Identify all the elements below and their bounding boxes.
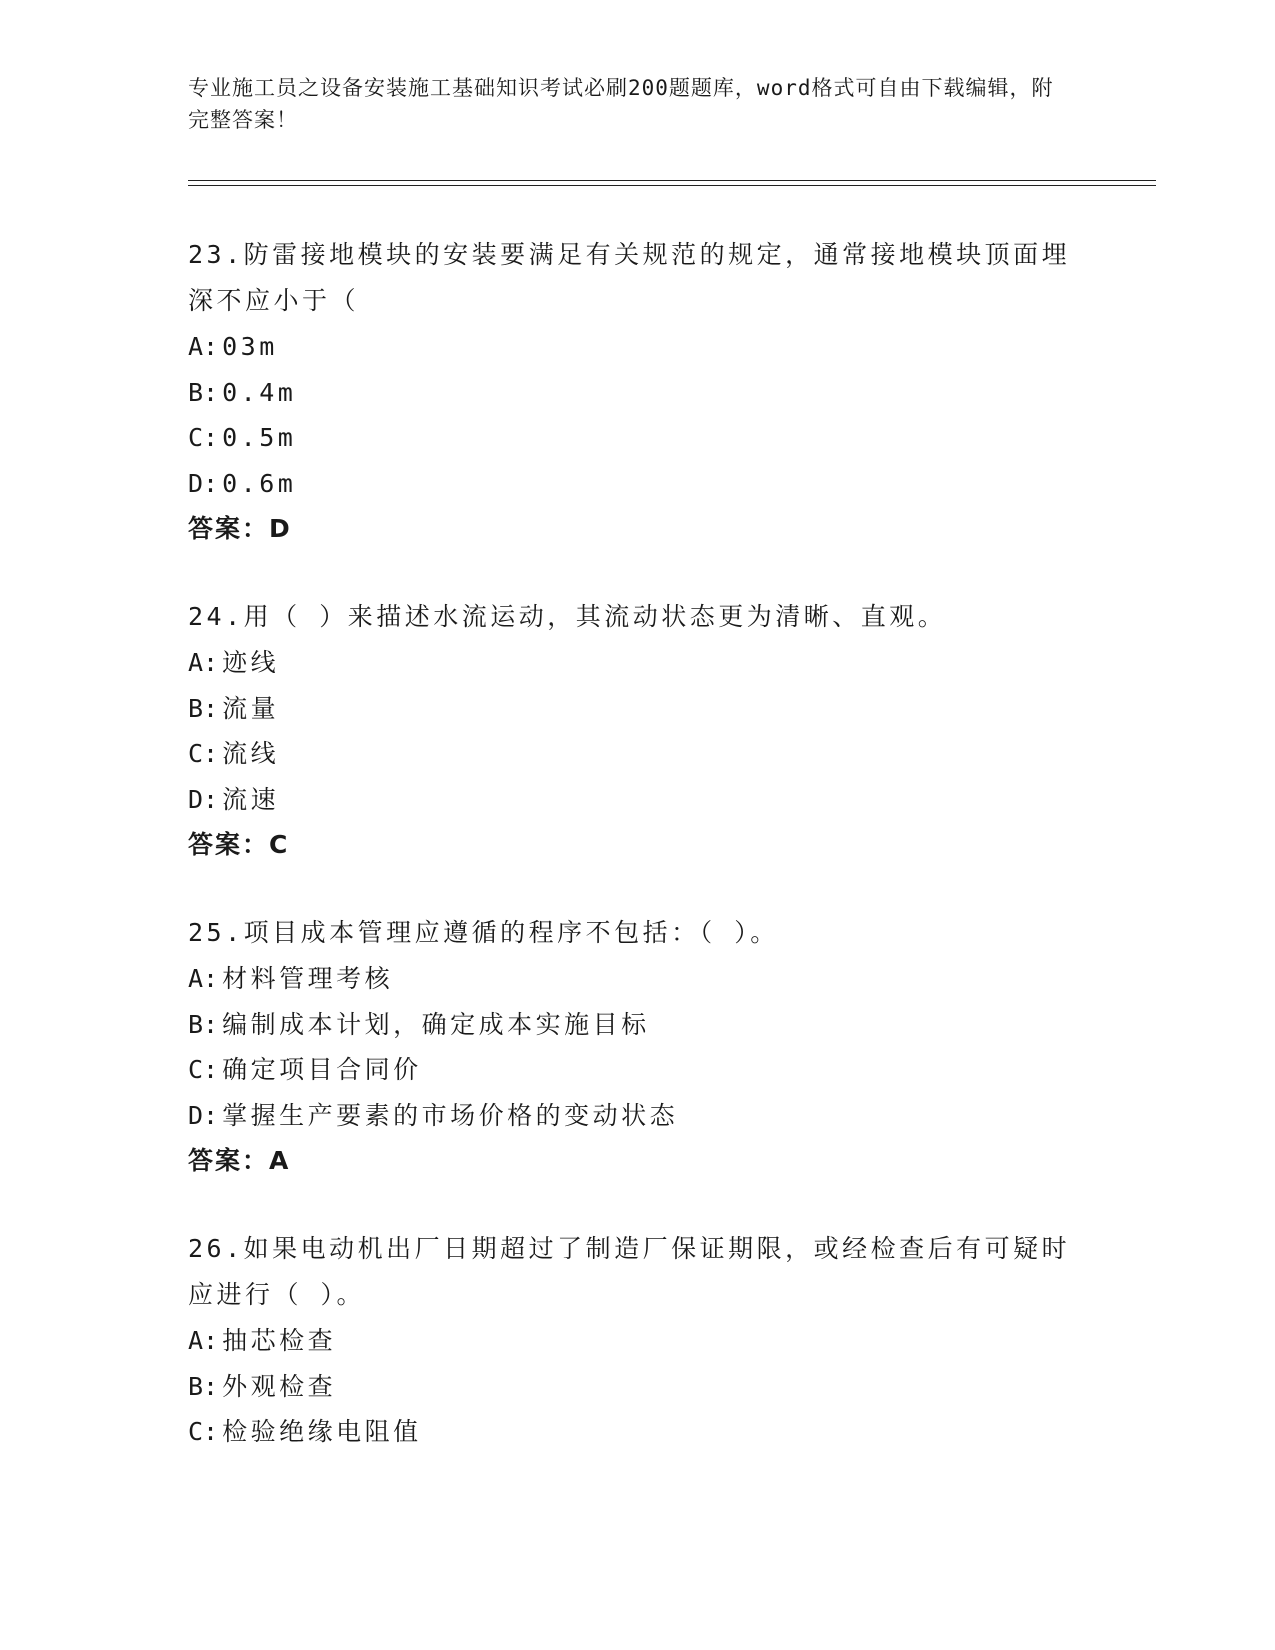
option-text: 流线 <box>222 739 280 768</box>
question-25 <box>188 910 1088 1184</box>
question-stem: 26.如果电动机出厂日期超过了制造厂保证期限，或经检查后有可疑时应进行（ ）。 <box>188 1234 1071 1309</box>
option-b <box>188 370 1088 416</box>
option-text: 检验绝缘电阻值 <box>222 1417 422 1446</box>
option-a <box>188 1318 1088 1364</box>
option-d <box>188 461 1088 507</box>
answer-line: 答案：C <box>188 830 290 859</box>
option-text: 0.4m <box>222 377 297 407</box>
option-d <box>188 1093 1088 1139</box>
option-label: C: <box>188 1055 219 1084</box>
option-a <box>188 956 1088 1002</box>
question-26 <box>188 1226 1088 1455</box>
option-label: B: <box>188 1371 219 1401</box>
option-text: 掌握生产要素的市场价格的变动状态 <box>222 1100 679 1130</box>
option-label: A: <box>188 964 219 993</box>
option-a <box>188 640 1088 686</box>
option-label: A: <box>188 332 219 361</box>
option-c <box>188 731 1088 777</box>
option-text: 抽芯检查 <box>222 1326 337 1355</box>
option-text: 迹线 <box>222 648 280 677</box>
option-text: 流速 <box>222 784 280 814</box>
question-stem: 24.用（ ）来描述水流运动，其流动状态更为清晰、直观。 <box>188 602 947 631</box>
header-divider <box>188 180 1156 181</box>
question-stem: 23.防雷接地模块的安装要满足有关规范的规定，通常接地模块顶面埋深不应小于（ <box>188 240 1071 315</box>
option-b <box>188 1364 1088 1410</box>
question-list <box>188 232 1088 1497</box>
option-label: A: <box>188 1326 219 1355</box>
option-c <box>188 415 1088 461</box>
option-c <box>188 1409 1088 1455</box>
option-label: D: <box>188 468 219 498</box>
option-text: 确定项目合同价 <box>222 1055 422 1084</box>
option-text: 0.6m <box>222 468 297 498</box>
question-stem: 25.项目成本管理应遵循的程序不包括：（ ）。 <box>188 918 779 947</box>
header-divider-second <box>188 185 1156 186</box>
option-text: 03m <box>222 332 278 361</box>
option-label: C: <box>188 1417 219 1446</box>
option-d <box>188 777 1088 823</box>
answer-line: 答案：A <box>188 1146 291 1175</box>
option-label: B: <box>188 377 219 407</box>
option-text: 流量 <box>222 693 280 723</box>
option-text: 0.5m <box>222 423 297 452</box>
option-c <box>188 1047 1088 1093</box>
document-header: 专业施工员之设备安装施工基础知识考试必刷200题题库，word格式可自由下载编辑，附完整答案！ <box>188 76 1054 132</box>
question-23 <box>188 232 1088 552</box>
option-label: D: <box>188 1100 219 1130</box>
option-a <box>188 324 1088 370</box>
option-text: 编制成本计划，确定成本实施目标 <box>222 1009 650 1039</box>
option-label: B: <box>188 1009 219 1039</box>
option-text: 材料管理考核 <box>222 964 394 993</box>
option-label: D: <box>188 784 219 814</box>
option-b <box>188 686 1088 732</box>
option-text: 外观检查 <box>222 1371 337 1401</box>
option-label: B: <box>188 693 219 723</box>
answer-line: 答案：D <box>188 514 292 543</box>
option-label: C: <box>188 423 219 452</box>
option-label: A: <box>188 648 219 677</box>
option-b <box>188 1002 1088 1048</box>
option-label: C: <box>188 739 219 768</box>
question-24 <box>188 594 1088 868</box>
